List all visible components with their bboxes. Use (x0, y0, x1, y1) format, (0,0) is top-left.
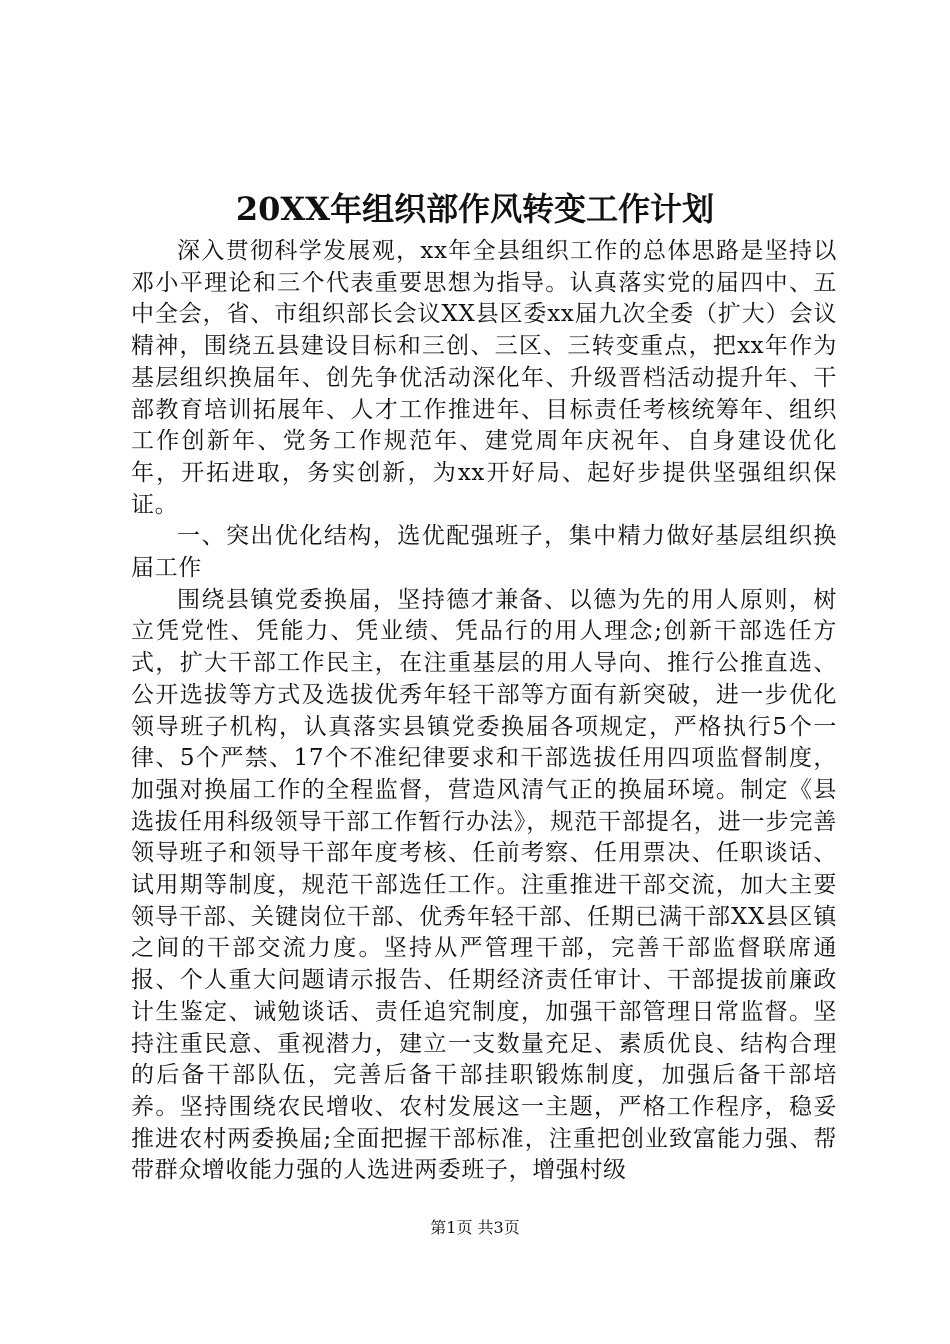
document-title: 20XX年组织部作风转变工作计划 (235, 190, 715, 228)
document-body (131, 236, 837, 1187)
intro-paragraph: 深入贯彻科学发展观，xx年全县组织工作的总体思路是坚持以邓小平理论和三个代表重要思想为指导。认真落实党的届四中、五中全会，省、市组织部长会议XX县区委xx届九次全委（扩大）会议精神，围绕五县建设目标和三创、三区、三转变重点，把xx年作为基层组织换届年、创先争优活动深化年、升级晋档活动提升年、干部教育培训拓展年、人才工作推进年、目标责任考核统筹年、组织工作创新年、党务工作规范年、建党周年庆祝年、自身建设优化年，开拓进取，务实创新，为xx开好局、起好步提供坚强组织保证。 (131, 238, 837, 518)
section-heading: 一、突出优化结构，选优配强班子，集中精力做好基层组织换届工作 (131, 523, 837, 582)
body-paragraph: 围绕县镇党委换届，坚持德才兼备、以德为先的用人原则，树立凭党性、凭能力、凭业绩、凭品行的用人理念;创新干部选任方式，扩大干部工作民主，在注重基层的用人导向、推行公推直选、公开选拔等方式及选拔优秀年轻干部等方面有新突破，进一步优化领导班子机构，认真落实县镇党委换届各项规定，严格执行5个一律、5个严禁、17个不准纪律要求和干部选拔任用四项监督制度，加强对换届工作的全程监督，营造风清气正的换届环境。制定《县选拔任用科级领导干部工作暂行办法》，规范干部提名，进一步完善领导班子和领导干部年度考核、任前考察、任用票决、任职谈话、试用期等制度，规范干部选任工作。注重推进干部交流，加大主要领导干部、关键岗位干部、优秀年轻干部、任期已满干部XX县区镇之间的干部交流力度。坚持从严管理干部，完善干部监督联席通报、个人重大问题请示报告、任期经济责任审计、干部提拔前廉政计生鉴定、诫勉谈话、责任追究制度，加强干部管理日常监督。坚持注重民意、重视潜力，建立一支数量充足、素质优良、结构合理的后备干部队伍，完善后备干部挂职锻炼制度，加强后备干部培养。坚持围绕农民增收、农村发展这一主题，严格工作程序，稳妥推进农村两委换届;全面把握干部标准，注重把创业致富能力强、帮带群众增收能力强的人选进两委班子，增强村级 (131, 586, 837, 1184)
page-footer: 第1页 共3页 (430, 1218, 520, 1237)
